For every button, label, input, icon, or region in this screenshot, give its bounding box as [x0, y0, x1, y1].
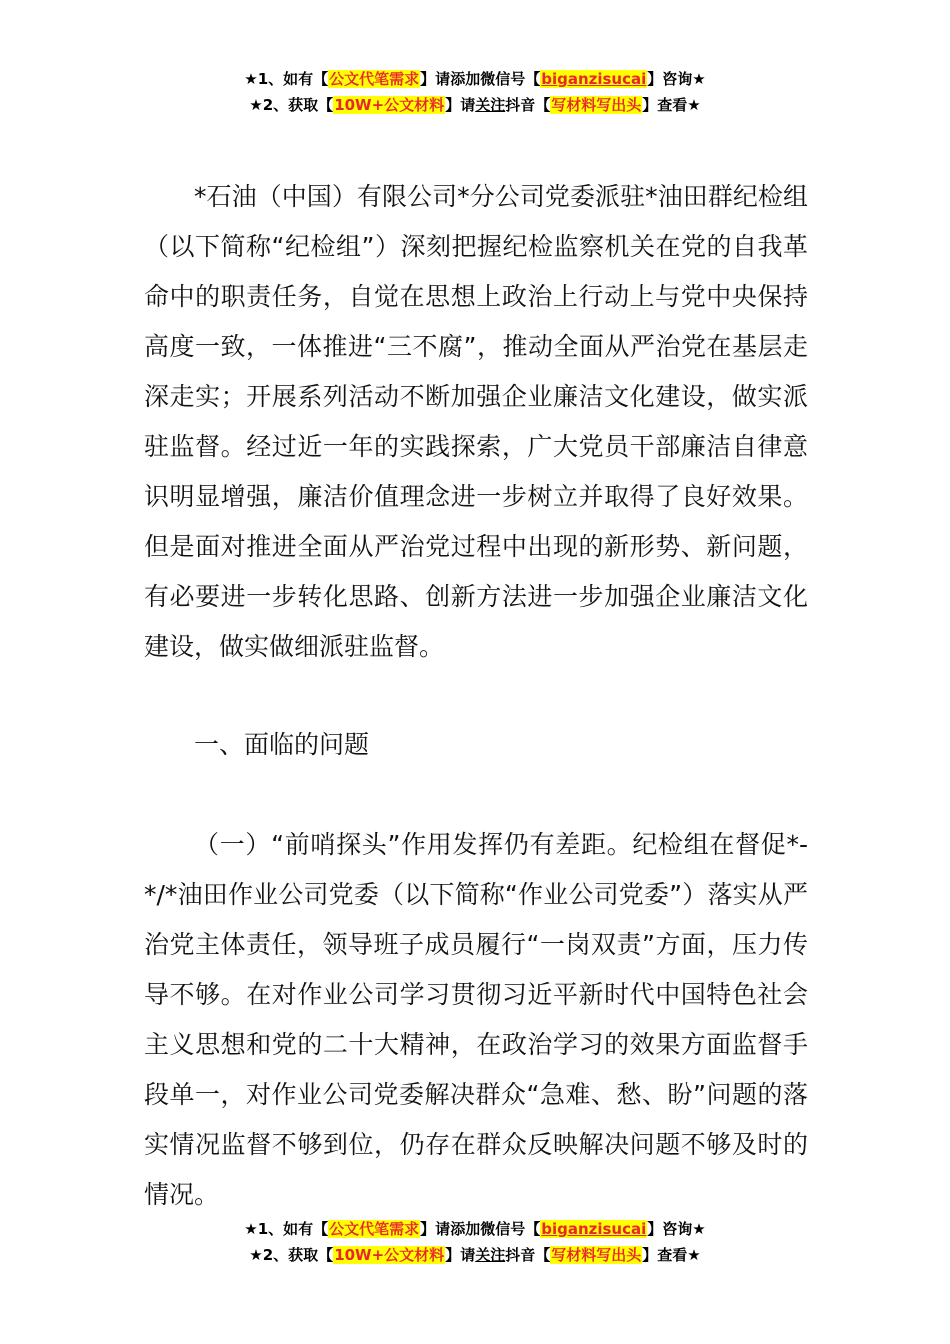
- banner-text: 关注: [475, 96, 506, 114]
- wechat-id-link[interactable]: biganzisucai: [541, 1220, 647, 1238]
- highlight-materials: 10W+公文材料: [334, 96, 445, 114]
- banner-text: ★1、如有【: [244, 1220, 329, 1238]
- banner-text: 】请: [420, 1220, 451, 1238]
- wechat-id-link[interactable]: biganzisucai: [541, 70, 647, 88]
- banner-text: 】咨询★: [647, 1220, 706, 1238]
- banner-text: 微信号【: [480, 1220, 541, 1238]
- bottom-ad-banner: [0, 1216, 950, 1268]
- banner-text: 】查看★: [642, 96, 701, 114]
- banner-text: 微信号【: [480, 70, 541, 88]
- banner-text: 】请: [445, 1246, 476, 1264]
- banner-line-1: [0, 1216, 950, 1242]
- paragraph-intro: *石油（中国）有限公司*分公司党委派驻*油田群纪检组（以下简称“纪检组”）深刻把握纪检监察机关在党的自我革命中的职责任务，自觉在思想上政治上行动上与党中央保持高度一致，一体推进“三不腐”，推动全面从严治党在基层走深走实；开展系列活动不断加强企业廉洁文化建设，做实派驻监督。经过近一年的实践探索，广大党员干部廉洁自律意识明显增强，廉洁价值理念进一步树立并取得了良好效果。但是面对推进全面从严治党过程中出现的新形势、新问题，有必要进一步转化思路、创新方法进一步加强企业廉洁文化建设，做实做细派驻监督。: [144, 182, 808, 661]
- banner-line-2: [0, 92, 950, 118]
- highlight-writing-service: 公文代笔需求: [329, 70, 420, 88]
- banner-text: 】请: [420, 70, 451, 88]
- douyin-account-highlight[interactable]: 写材料写出头: [551, 1246, 642, 1264]
- highlight-materials: 10W+公文材料: [334, 1246, 445, 1264]
- banner-line-2: [0, 1242, 950, 1268]
- banner-text: 添加: [450, 1220, 481, 1238]
- banner-text: 抖音【: [505, 96, 551, 114]
- highlight-writing-service: 公文代笔需求: [329, 1220, 420, 1238]
- banner-text: 】咨询★: [647, 70, 706, 88]
- paragraph-problem-1: （一）“前哨探头”作用发挥仍有差距。纪检组在督促*-*/*油田作业公司党委（以下简称“作业公司党委”）落实从严治党主体责任，领导班子成员履行“一岗双责”方面，压力传导不够。在对作业公司学习贯彻习近平新时代中国特色社会主义思想和党的二十大精神，在政治学习的效果方面监督手段单一，对作业公司党委解决群众“急难、愁、盼”问题的落实情况监督不够到位，仍存在群众反映解决问题不够及时的情况。: [144, 830, 808, 1209]
- banner-text: 添加: [450, 70, 481, 88]
- banner-text: 抖音【: [505, 1246, 551, 1264]
- banner-text: 关注: [475, 1246, 506, 1264]
- banner-text: ★2、获取【: [249, 1246, 334, 1264]
- banner-text: ★1、如有【: [244, 70, 329, 88]
- banner-text: 】请: [445, 96, 476, 114]
- banner-text: 】查看★: [642, 1246, 701, 1264]
- douyin-account-highlight[interactable]: 写材料写出头: [551, 96, 642, 114]
- banner-text: ★2、获取【: [249, 96, 334, 114]
- banner-line-1: [0, 66, 950, 92]
- top-ad-banner: [0, 66, 950, 118]
- section-heading: 一、面临的问题: [194, 730, 370, 759]
